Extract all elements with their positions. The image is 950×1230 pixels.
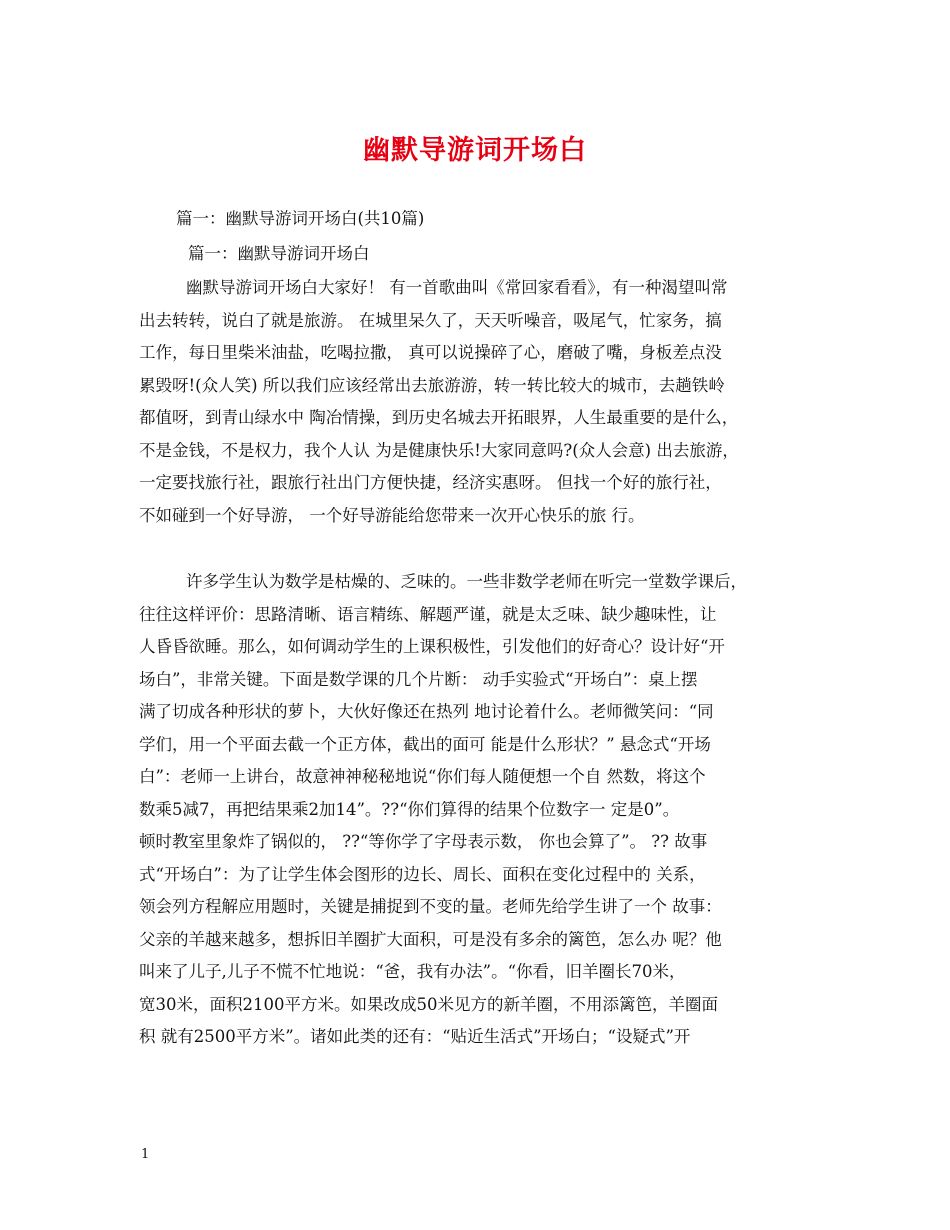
paragraph-line: 满了切成各种形状的萝卜，大伙好像还在热列 地讨论着什么。老师微笑问：“同 xyxy=(139,702,714,721)
paragraph-line: 场白”，非常关键。下面是数学课的几个片断： 动手实验式“开场白”：桌上摆 xyxy=(139,669,698,689)
paragraph-line: 领会列方程解应用题时，关键是捕捉到不变的量。老师先给学生讲了一个 故事： xyxy=(139,897,722,916)
paragraph-line: 式“开场白”：为了让学生体会图形的边长、周长、面积在变化过程中的 关系， xyxy=(139,864,706,884)
paragraph-1 xyxy=(139,272,819,532)
paragraph-line: 往往这样评价：思路清晰、语言精练、解题严谨，就是太乏味、缺少趣味性，让 xyxy=(139,604,717,624)
paragraph-line: 许多学生认为数学是枯燥的、乏味的。一些非数学老师在听完一堂数学课后， xyxy=(186,572,747,591)
subsection-heading: 篇一：幽默导游词开场白 xyxy=(188,244,370,263)
paragraph-line: 幽默导游词开场白大家好！ 有一首歌曲叫《常回家看看》，有一种渴望叫常 xyxy=(186,278,728,297)
paragraph-2 xyxy=(139,566,819,1054)
paragraph-line: 出去转转，说白了就是旅游。 在城里呆久了，天天听噪音，吸尾气，忙家务，搞 xyxy=(139,310,722,330)
paragraph-line: 工作，每日里柴米油盐，吃喝拉撒， 真可以说操碎了心，磨破了嘴，身板差点没 xyxy=(139,343,722,362)
paragraph-line: 父亲的羊越来越多，想拆旧羊圈扩大面积，可是没有多余的篱笆，怎么办 呢？他 xyxy=(139,929,722,949)
section-heading: 篇一：幽默导游词开场白(共10篇) xyxy=(176,209,425,228)
paragraph-line: 积 就有2500平方米”。诸如此类的还有：“贴近生活式”开场白；“设疑式”开 xyxy=(139,1027,691,1046)
paragraph-line: 数乘5减7，再把结果乘2加14”。??“你们算得的结果个位数字一 定是0”。 xyxy=(139,799,680,819)
paragraph-line: 不如碰到一个好导游， 一个好导游能给您带来一次开心快乐的旅 行。 xyxy=(139,505,645,525)
paragraph-line: 不是金钱，不是权力，我个人认 为是健康快乐!大家同意吗?(众人会意) 出去旅游， xyxy=(139,440,739,460)
paragraph-line: 学们，用一个平面去截一个正方体，截出的面可 能是什么形状？” 悬念式“开场 xyxy=(139,734,711,754)
page-number: 1 xyxy=(141,1147,150,1162)
paragraph-line: 顿时教室里象炸了锅似的， ??“等你学了字母表示数， 你也会算了”。 ?? 故事 xyxy=(139,832,708,851)
paragraph-line: 白”：老师一上讲台，故意神神秘秘地说“你们每人随便想一个自 然数，将这个 xyxy=(139,767,706,786)
paragraph-line: 叫来了儿子,儿子不慌不忙地说：“爸，我有办法”。“你看，旧羊圈长70米， xyxy=(139,962,686,981)
paragraph-line: 人昏昏欲睡。那么，如何调动学生的上课积极性，引发他们的好奇心？设计好“开 xyxy=(139,637,725,656)
document-title: 幽默导游词开场白 xyxy=(363,135,587,166)
paragraph-line: 一定要找旅行社，跟旅行社出门方便快捷，经济实惠呀。 但找一个好的旅行社， xyxy=(139,473,722,492)
paragraph-line: 都值呀，到青山绿水中 陶冶情操，到历史名城去开拓眼界，人生最重要的是什么， xyxy=(139,408,739,427)
paragraph-line: 累毁呀!(众人笑) 所以我们应该经常出去旅游游，转一转比较大的城市，去趟铁岭 xyxy=(139,375,725,395)
paragraph-line: 宽30米，面积2100平方米。如果改成50米见方的新羊圈，不用添篱笆，羊圈面 xyxy=(139,994,718,1014)
